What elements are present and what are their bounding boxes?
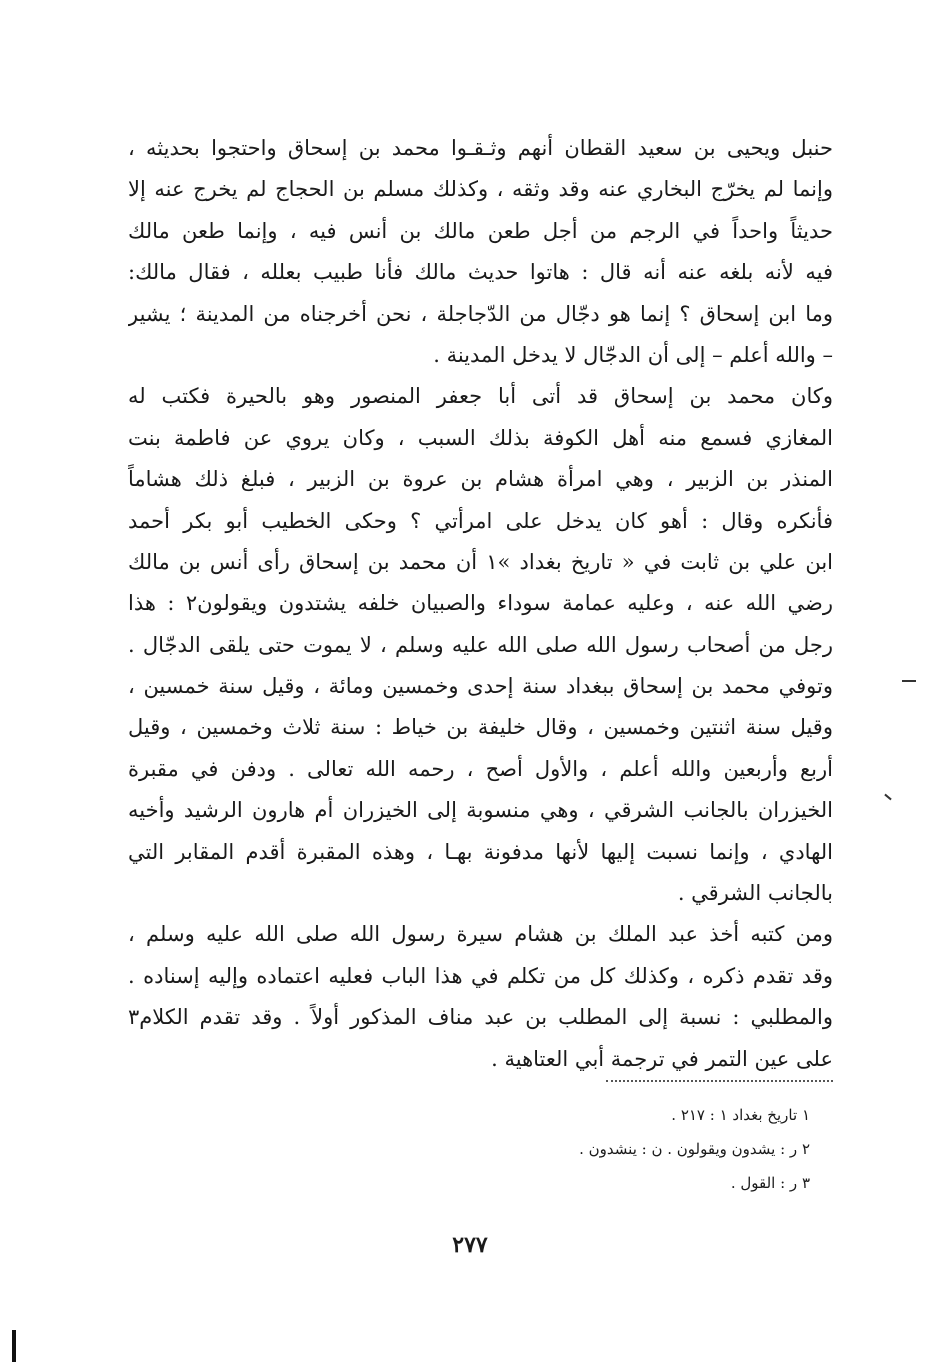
text-line: وإنما لم يخرّج البخاري عنه وقد وثقه ، وكذلك مسلم بن الحجاج لم يخرج عنه إلا: [128, 177, 833, 202]
main-text-block: [128, 128, 833, 1080]
scan-mark: [902, 680, 916, 682]
text-line: فأنكره وقال : أهو كان يدخل على امرأتي ؟ وحكى الخطيب أبو بكر أحمد: [128, 508, 833, 533]
text-line: وقد تقدم ذكره ، وكذلك كل من تكلم في هذا الباب فعليه اعتماده وإليه إسناده .: [128, 963, 833, 988]
scan-mark: [884, 794, 891, 801]
text-line: – والله أعلم – إلى أن الدجّال لا يدخل المدينة .: [433, 342, 833, 367]
footnotes: [300, 1098, 810, 1200]
page-number: ٢٧٧: [452, 1232, 488, 1258]
text-line: وما ابن إسحاق ؟ إنما هو دجّال من الدّجاجلة ، نحن أخرجناه من المدينة ؛ يشير: [128, 301, 833, 326]
text-line: المنذر بن الزبير ، وهي امرأة هشام بن عروة بن الزبير ، فبلغ ذلك هشاماً: [128, 467, 833, 492]
text-line: رجل من أصحاب رسول الله صلى الله عليه وسلم ، لا يموت حتى يلقى الدجّال .: [128, 632, 833, 657]
text-line: بالجانب الشرقي .: [677, 881, 833, 906]
text-line: ومن كتبه أخذ عبد الملك بن هشام سيرة رسول الله صلى الله عليه وسلم ،: [128, 922, 833, 947]
text-line: على عين التمر في ترجمة أبي العتاهية .: [491, 1046, 833, 1071]
text-line: وكان محمد بن إسحاق قد أتى أبا جعفر المنصور وهو بالحيرة فكتب له: [128, 384, 833, 409]
text-line: رضي الله عنه ، وعليه عمامة سوداء والصبيان خلفه يشتدون ويقولون٢ : هذا: [128, 591, 833, 616]
text-line: ابن علي بن ثابت في « تاريخ بغداد »١ أن محمد بن إسحاق رأى أنس بن مالك: [128, 549, 833, 574]
text-line: حديثاً واحداً في الرجم من أجل طعن مالك بن أنس فيه ، وإنما طعن مالك: [128, 218, 833, 243]
text-line: أربع وأربعين والله أعلم ، والأول أصح ، رحمه الله تعالى . ودفن في مقبرة: [128, 756, 833, 781]
text-line: حنبل ويحيى بن سعيد القطان أنهم وثـقـوا محمد بن إسحاق واحتجوا بحديثه ،: [128, 136, 833, 160]
footnote-1: ١ تاريخ بغداد ١ : ٢١٧ .: [671, 1106, 810, 1124]
footnote-3: ٣ ر : القول .: [730, 1174, 810, 1192]
text-line: فيه لأنه بلغه عنه أنه قال : هاتوا حديث مالك فأنا طبيب بعلله ، فقال مالك:: [128, 260, 833, 285]
text-line: الخيزران بالجانب الشرقي ، وهي منسوبة إلى الخيزران أم هارون الرشيد وأخيه: [128, 798, 833, 823]
text-line: وقيل سنة اثنتين وخمسين ، وقال خليفة بن خياط : سنة ثلاث وخمسين ، وقيل: [128, 715, 833, 740]
footnote-2: ٢ ر : يشدون ويقولون . ن : ينشدون .: [579, 1140, 810, 1158]
scan-edge-mark: [12, 1330, 16, 1362]
text-line: المغازي فسمع منه أهل الكوفة بذلك السبب ، وكان يروي عن فاطمة بنت: [128, 425, 833, 450]
text-line: الهادي ، وإنما نسبت إليها لأنها مدفونة بهـا ، وهذه المقبرة أقدم المقابر التي: [128, 839, 833, 864]
footnote-separator: [606, 1080, 833, 1082]
text-line: والمطلبي : نسبة إلى المطلب بن عبد مناف المذكور أولاً . وقد تقدم الكلام٣: [128, 1005, 833, 1030]
text-line: وتوفي محمد بن إسحاق ببغداد سنة إحدى وخمسين ومائة ، وقيل سنة خمسين ،: [128, 674, 833, 699]
